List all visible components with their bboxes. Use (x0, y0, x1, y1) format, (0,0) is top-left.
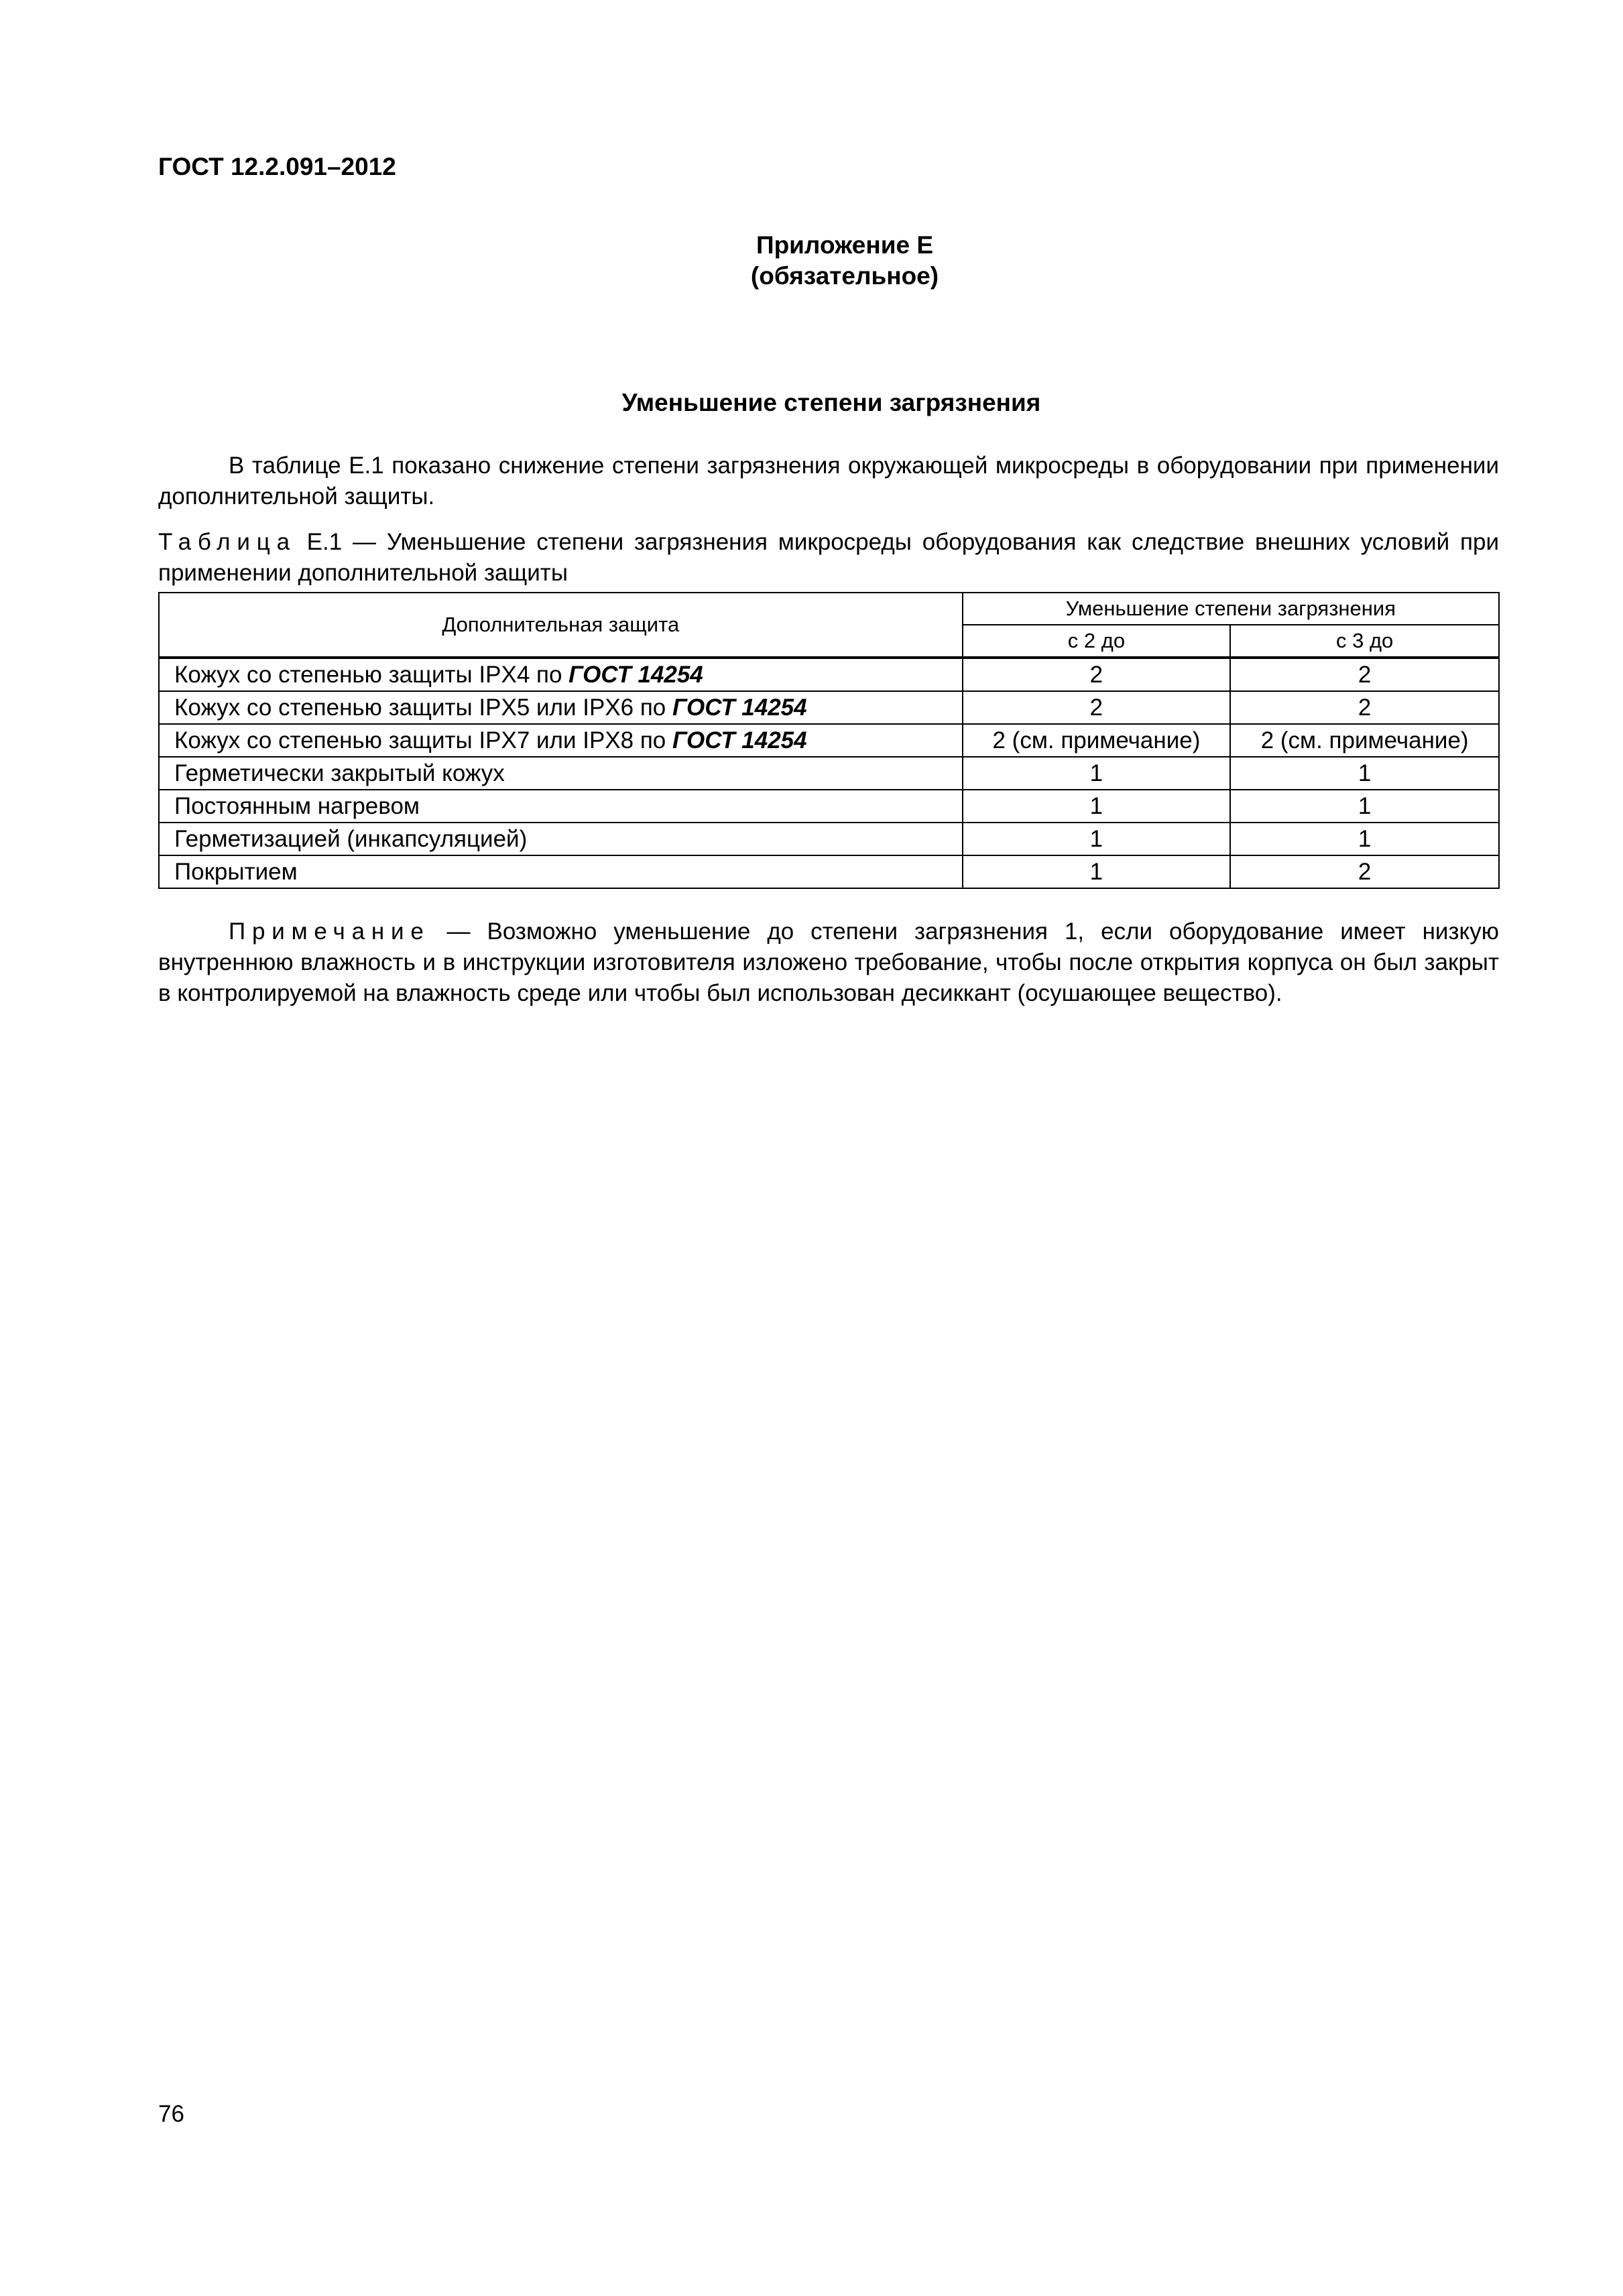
pollution-degree-table (158, 592, 1500, 889)
row-label: Постоянным нагревом (159, 790, 963, 823)
standard-reference: ГОСТ 14254 (568, 662, 703, 688)
note-label: Примечание (229, 918, 430, 945)
cell-from-2: 2 (см. примечание) (963, 724, 1231, 757)
annex-status: (обязательное) (750, 262, 939, 290)
table-caption-label: Таблица (158, 529, 296, 555)
cell-from-2: 2 (963, 658, 1231, 691)
table-caption-text: Е.1 — Уменьшение степени загрязнения микросреды оборудования как следствие внешних условий при применении дополнительной защиты (158, 529, 1500, 586)
cell-from-2: 2 (963, 691, 1231, 724)
cell-from-3: 1 (1230, 790, 1499, 823)
table-header-row (159, 593, 1499, 625)
table-note (158, 916, 1499, 1009)
row-label: Герметизацией (инкапсуляцией) (159, 823, 963, 855)
row-label: Покрытием (159, 855, 963, 888)
table-caption (158, 527, 1499, 589)
section-title: Уменьшение степени загрязнения (621, 389, 1041, 416)
standard-reference: ГОСТ 14254 (672, 694, 807, 721)
cell-from-3: 1 (1230, 823, 1499, 855)
page-number: 76 (158, 2101, 184, 2127)
cell-from-2: 1 (963, 757, 1231, 790)
cell-from-2: 1 (963, 790, 1231, 823)
table-row (159, 790, 1499, 823)
annex-title: Приложение Е (756, 231, 934, 259)
cell-from-3: 2 (1230, 691, 1499, 724)
cell-from-2: 1 (963, 823, 1231, 855)
document-code: ГОСТ 12.2.091–2012 (158, 153, 396, 180)
cell-from-3: 1 (1230, 757, 1499, 790)
cell-from-3: 2 (1230, 855, 1499, 888)
cell-from-3: 2 (1230, 658, 1499, 691)
intro-paragraph: В таблице Е.1 показано снижение степени загрязнения окружающей микросреды в оборудовании при применении дополнительной защиты. (158, 452, 1499, 509)
row-label: Кожух со степенью защиты IPX7 или IPX8 по ГОСТ 14254 (159, 724, 963, 757)
standard-reference: ГОСТ 14254 (672, 727, 807, 753)
table-row (159, 855, 1499, 888)
table-row (159, 757, 1499, 790)
table-row (159, 724, 1499, 757)
row-label: Герметически закрытый кожух (159, 757, 963, 790)
note-text: — Возможно уменьшение до степени загрязнения 1, если оборудование имеет низкую внутреннюю влажность и в инструкции изготовителя изложено требование, чтобы после открытия корпуса он был закрыт в контролируемой на влажность среде или чтобы был использован десиккант (осушающее вещество). (158, 918, 1499, 1006)
cell-from-2: 1 (963, 855, 1231, 888)
row-label: Кожух со степенью защиты IPX5 или IPX6 по ГОСТ 14254 (159, 691, 963, 724)
annex-heading (711, 230, 979, 292)
header-from-2: с 2 до (963, 625, 1231, 658)
table-row (159, 658, 1499, 691)
header-reduction-group: Уменьшение степени загрязнения (963, 593, 1499, 625)
cell-from-3: 2 (см. примечание) (1230, 724, 1499, 757)
header-from-3: с 3 до (1230, 625, 1499, 658)
table-row (159, 691, 1499, 724)
table-row (159, 823, 1499, 855)
row-label: Кожух со степенью защиты IPX4 по ГОСТ 14254 (159, 658, 963, 691)
header-additional-protection: Дополнительная защита (159, 593, 963, 658)
